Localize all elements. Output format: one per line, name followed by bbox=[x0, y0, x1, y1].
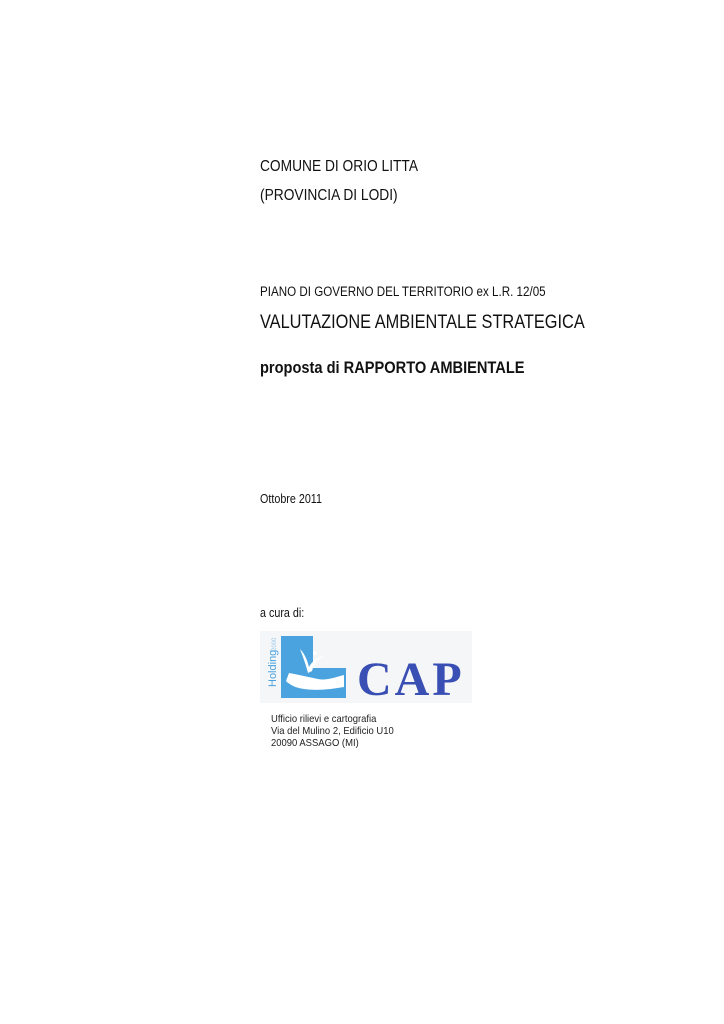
logo-small-text: 2000 bbox=[272, 637, 278, 651]
logo-brand-text: CAP bbox=[357, 653, 465, 703]
comune-heading: COMUNE DI ORIO LITTA bbox=[260, 158, 418, 175]
logo-side-text: Holding bbox=[267, 649, 279, 687]
document-subtitle bbox=[260, 358, 525, 378]
address-line: 20090 ASSAGO (MI) bbox=[271, 737, 359, 749]
hand-with-bird-icon bbox=[281, 636, 346, 698]
document-title: VALUTAZIONE AMBIENTALE STRATEGICA bbox=[260, 312, 585, 333]
cap-holding-logo bbox=[260, 631, 472, 703]
address-line: Ufficio rilievi e cartografia bbox=[271, 713, 377, 725]
subtitle-main: RAPPORTO AMBIENTALE bbox=[343, 358, 525, 377]
document-date: Ottobre 2011 bbox=[260, 492, 322, 506]
subtitle-prefix: proposta di bbox=[260, 358, 344, 377]
credits-label: a cura di: bbox=[260, 606, 305, 620]
piano-governo-text: PIANO DI GOVERNO DEL TERRITORIO ex L.R. 12/05 bbox=[260, 284, 546, 299]
address-line: Via del Mulino 2, Edificio U10 bbox=[271, 725, 394, 737]
provincia-heading: (PROVINCIA DI LODI) bbox=[260, 187, 398, 204]
